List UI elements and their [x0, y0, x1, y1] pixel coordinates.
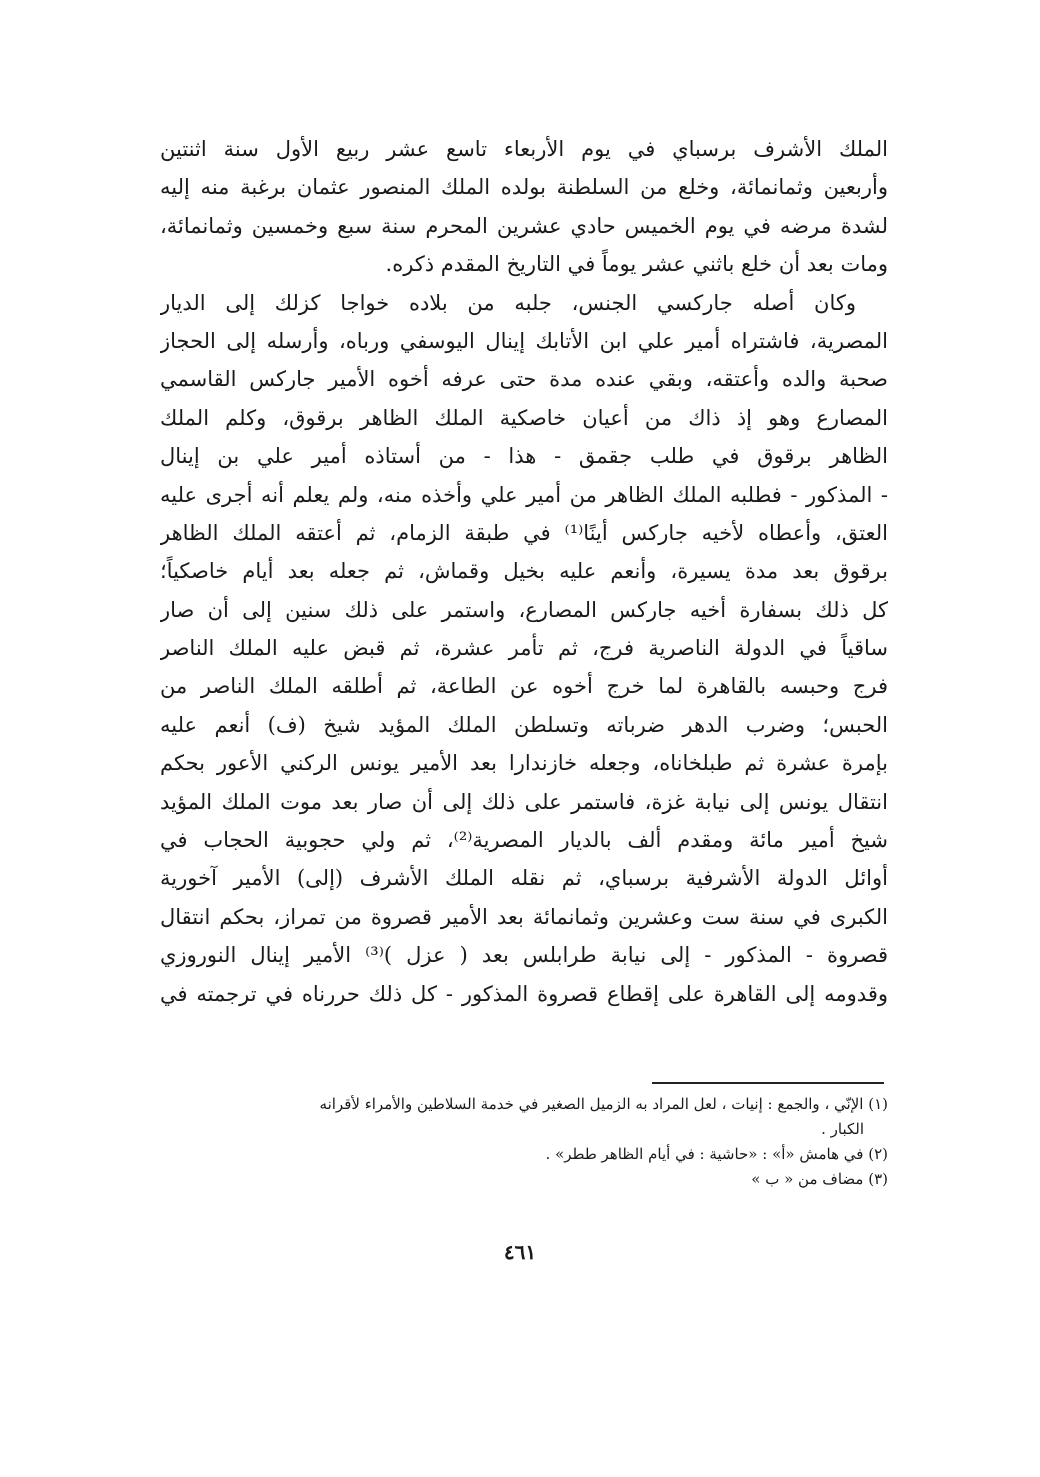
- body-line: انتقال يونس إلى نيابة غزة، فاستمر على ذلك إلى أن صار بعد موت الملك المؤيد: [160, 789, 888, 814]
- body-line: ومات بعد أن خلع باثني عشر يوماً في التاريخ المقدم ذكره.: [385, 252, 888, 277]
- body-line: شيخ أمير مائة ومقدم ألف بالديار المصرية⁽²⁾، ثم ولي حجوبية الحجاب في: [160, 828, 888, 853]
- footnote-separator: [652, 1082, 884, 1084]
- body-line: وأربعين وثمانمائة، وخلع من السلطنة بولده الملك المنصور عثمان برغبة منه إليه: [160, 175, 888, 200]
- body-line: وكان أصله جاركسي الجنس، جلبه من بلاده خواجا كزلك إلى الديار: [160, 290, 856, 315]
- body-line: الحبس؛ وضرب الدهر ضرباته وتسلطن الملك المؤيد شيخ (ف) أنعم عليه: [160, 712, 888, 737]
- main-body-text: [160, 130, 888, 1013]
- body-line: كل ذلك بسفارة أخيه جاركس المصارع، واستمر على ذلك سنين إلى أن صار: [160, 597, 888, 622]
- body-line: الكبرى في سنة ست وعشرين وثمانمائة بعد الأمير قصروة من تمراز، بحكم انتقال: [160, 904, 888, 929]
- footnote-2: (٢) في هامش «أ» : «حاشية : في أيام الظاهر ططر» .: [545, 1145, 888, 1163]
- body-line: قصروة - المذكور - إلى نيابة طرابلس بعد ( عزل )⁽³⁾ الأمير إينال النوروزي: [160, 943, 888, 968]
- page-number: ٤٦١: [503, 1240, 537, 1264]
- footnotes: [160, 1092, 888, 1192]
- body-line: لشدة مرضه في يوم الخميس حادي عشرين المحرم سنة سبع وخمسين وثمانمائة،: [160, 213, 888, 238]
- body-line: الظاهر برقوق في طلب جقمق - هذا - من أستاذه أمير علي بن إينال: [160, 444, 888, 469]
- body-line: المصارع وهو إذ ذاك من أعيان خاصكية الملك الظاهر برقوق، وكلم الملك: [160, 405, 888, 430]
- body-line: المصرية، فاشتراه أمير علي ابن الأتابك إينال اليوسفي ورباه، وأرسله إلى الحجاز: [160, 328, 888, 353]
- body-line: صحبة والده وأعتقه، وبقي عنده مدة حتى عرفه أخوه الأمير جاركس القاسمي: [160, 367, 888, 392]
- body-line: أوائل الدولة الأشرفية برسباي، ثم نقله الملك الأشرف (إلى) الأمير آخورية: [160, 866, 888, 891]
- body-line: بإمرة عشرة ثم طبلخاناه، وجعله خازندارا بعد الأمير يونس الركني الأعور بحكم: [160, 751, 888, 776]
- body-line: برقوق بعد مدة يسيرة، وأنعم عليه بخيل وقماش، ثم جعله بعد أيام خاصكياً؛: [160, 559, 888, 584]
- body-line: العتق، وأعطاه لأخيه جاركس أينًا⁽¹⁾ في طبقة الزمام، ثم أعتقه الملك الظاهر: [160, 520, 888, 545]
- body-line: وقدومه إلى القاهرة على إقطاع قصروة المذكور - كل ذلك حررناه في ترجمته في: [160, 981, 888, 1006]
- body-line: فرج وحبسه بالقاهرة لما خرج أخوه عن الطاعة، ثم أطلقه الملك الناصر من: [160, 674, 888, 699]
- body-line: ساقياً في الدولة الناصرية فرج، ثم تأمر عشرة، ثم قبض عليه الملك الناصر: [160, 636, 888, 661]
- body-line: - المذكور - فطلبه الملك الظاهر من أمير علي وأخذه منه، ولم يعلم أنه أجرى عليه: [160, 482, 888, 507]
- footnote-1: (١) الإنّي ، والجمع : إنيات ، لعل المراد به الزميل الصغير في خدمة السلاطين والأمراء لأقرانه: [319, 1095, 888, 1113]
- footnote-3: (٣) مضاف من « ب »: [751, 1170, 888, 1188]
- body-line: الملك الأشرف برسباي في يوم الأربعاء تاسع عشر ربيع الأول سنة اثنتين: [160, 137, 888, 161]
- footnote-1-continuation: الكبار .: [821, 1120, 864, 1138]
